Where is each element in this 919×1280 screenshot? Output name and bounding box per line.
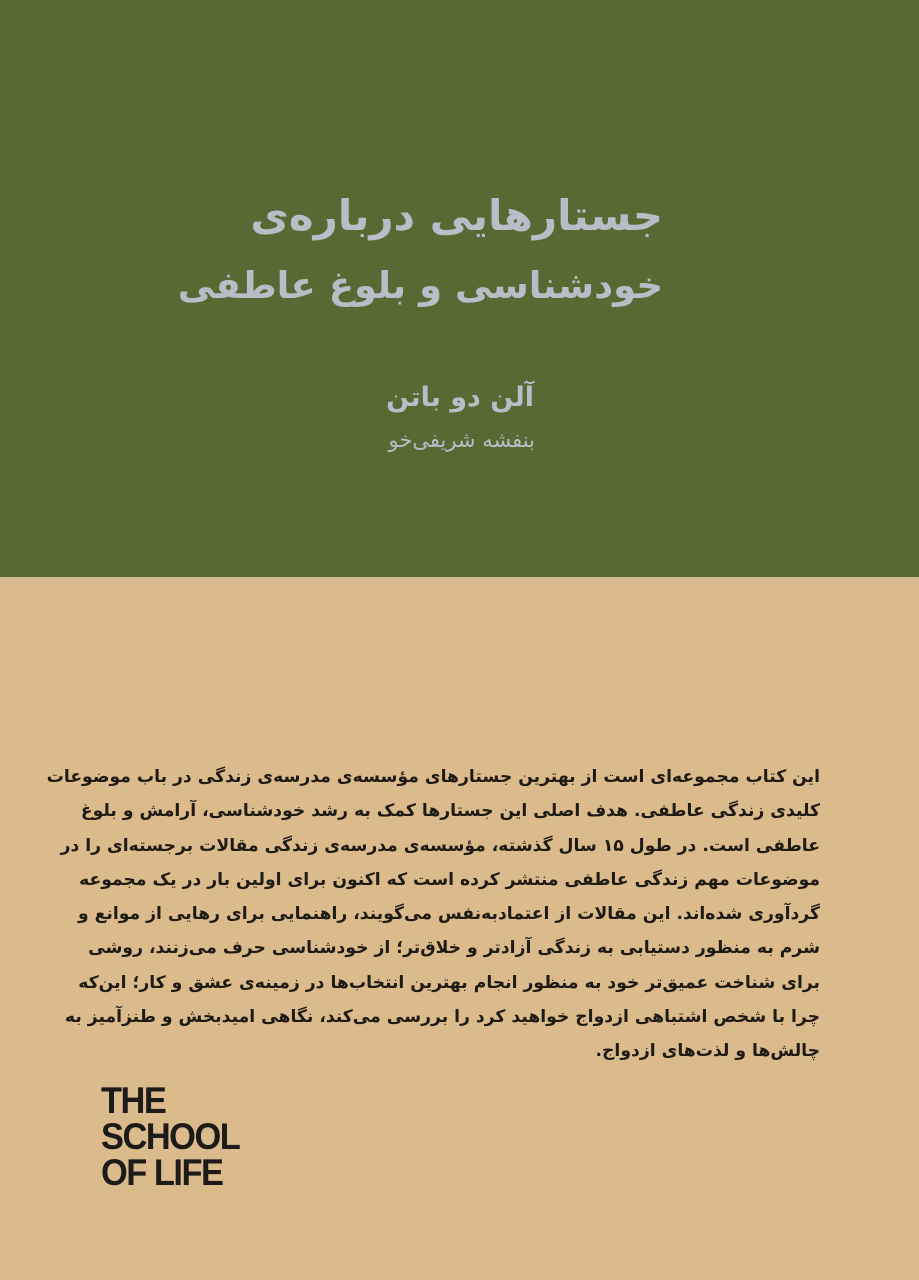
- translator-name: بنفشه شریفی‌خو: [388, 428, 535, 452]
- book-title-line-2: خودشناسی و بلوغ عاطفی: [177, 264, 663, 307]
- logo-line-the: THE: [101, 1080, 166, 1121]
- blurb-line: چالش‌ها و لذت‌های ازدواج.: [595, 1041, 820, 1062]
- blurb-line: کلیدی زندگی عاطفی. هدف اصلی این جستارها کمک به رشد خودشناسی، آرامش و بلوغ: [80, 801, 820, 822]
- blurb-line: موضوعات مهم زندگی عاطفی منتشر کرده است که اکنون برای اولین بار در یک مجموعه: [79, 869, 820, 890]
- blurb-line: گردآوری شده‌اند. این مقالات از اعتمادبه‌نفس می‌گویند، راهنمایی برای رهایی از موانع و: [77, 904, 820, 925]
- panel-divider: [0, 577, 919, 581]
- blurb-line: این کتاب مجموعه‌ای است از بهترین جستارهای مؤسسه‌ی مدرسه‌ی زندگی در باب موضوعات: [46, 767, 820, 787]
- book-title-line-1: جستارهایی درباره‌ی: [250, 191, 663, 240]
- school-of-life-logo: [101, 1080, 240, 1193]
- blurb-line: چرا با شخص اشتباهی ازدواج خواهید کرد را بررسی می‌کند، نگاهی امیدبخش و طنزآمیز به: [64, 1007, 820, 1028]
- logo-line-of-life: OF LIFE: [101, 1152, 223, 1193]
- blurb-line: شرم به منظور دستیابی به زندگی آزادتر و خلاق‌تر؛ از خودشناسی حرف می‌زنند، روشی: [88, 938, 820, 959]
- blurb-line: برای شناخت عمیق‌تر خود به منظور انجام بهترین انتخاب‌ها در زمینه‌ی عشق و کار؛ این‌که: [78, 972, 820, 993]
- back-cover-blurb: [46, 760, 820, 1069]
- author-name: آلن دو باتن: [386, 382, 534, 413]
- blurb-line: عاطفی است. در طول ۱۵ سال گذشته، مؤسسه‌ی مدرسه‌ی زندگی مقالات برجسته‌ای را در: [60, 835, 820, 856]
- logo-line-school: SCHOOL: [101, 1116, 240, 1157]
